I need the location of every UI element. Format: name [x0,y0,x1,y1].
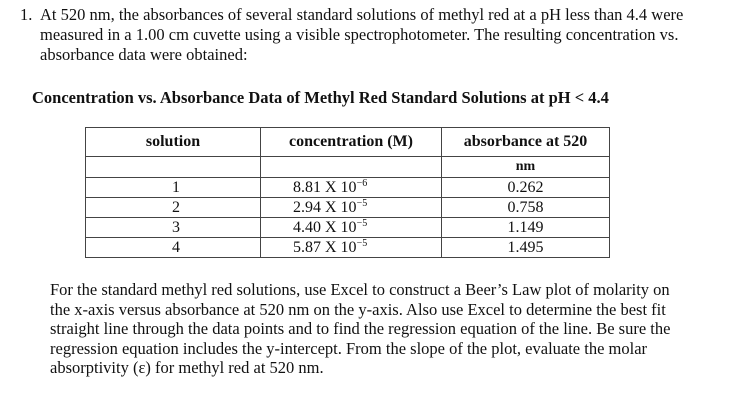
header-unit-empty-1 [86,157,261,178]
header-unit-empty-2 [261,157,442,178]
conc-mantissa: 4.40 X 10 [293,218,357,236]
cell-solution: 2 [86,198,261,218]
conc-mantissa: 2.94 X 10 [293,198,357,216]
table-row [86,218,610,238]
cell-concentration [261,198,442,218]
header-absorbance-unit: nm [442,157,610,178]
cell-solution: 4 [86,238,261,258]
conc-exponent: −5 [356,237,368,249]
cell-solution: 3 [86,218,261,238]
cell-concentration [261,218,442,238]
header-solution: solution [86,128,261,157]
cell-concentration [261,178,442,198]
cell-absorbance: 1.149 [442,218,610,238]
problem-text: At 520 nm, the absorbances of several standard solutions of methyl red at a pH less than 4.4 were measured in a 1.00 cm cuvette using a visible spectrophotometer. The resulting concentration vs. absorbance data were obtained: [40,5,684,64]
cell-solution: 1 [86,178,261,198]
table-header-unit-row [86,157,610,178]
conc-exponent: −6 [356,177,368,189]
problem-number: 1. [20,5,33,24]
cell-absorbance: 0.262 [442,178,610,198]
table-header-row [86,128,610,157]
cell-concentration [261,238,442,258]
data-table [85,127,610,258]
cell-absorbance: 1.495 [442,238,610,258]
table-row [86,178,610,198]
table-row [86,198,610,218]
table-caption: Concentration vs. Absorbance Data of Methyl Red Standard Solutions at pH < 4.4 [32,88,609,107]
table-row [86,238,610,258]
instructions-paragraph: For the standard methyl red solutions, use Excel to construct a Beer’s Law plot of molarity on the x-axis versus absorbance at 520 nm on the y-axis. Also use Excel to determine the best fit straight line through the data points and to find the regression equation of the line. Be sure the regression equation includes the y-intercept. From the slope of the plot, evaluate the molar absorptivity (ε) for methyl red at 520 nm. [50,280,671,377]
conc-exponent: −5 [356,197,368,209]
conc-mantissa: 8.81 X 10 [293,178,357,196]
problem-statement [20,5,732,65]
header-concentration: concentration (M) [261,128,442,157]
cell-absorbance: 0.758 [442,198,610,218]
conc-mantissa: 5.87 X 10 [293,238,357,256]
conc-exponent: −5 [356,217,368,229]
header-absorbance: absorbance at 520 [442,128,610,157]
